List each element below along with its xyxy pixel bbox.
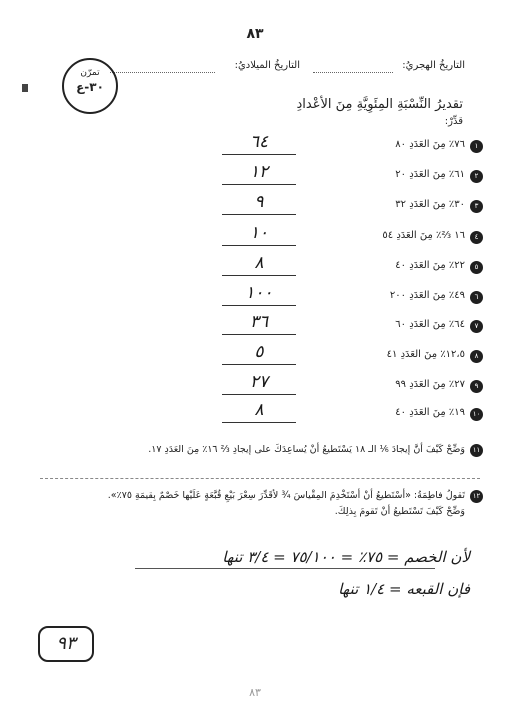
handwriting-underline [135, 568, 435, 569]
answer-line [222, 154, 296, 155]
exercise-row [0, 192, 510, 220]
page-number-top: ٨٣ [246, 26, 264, 42]
hijri-date-field [313, 72, 393, 73]
exercise-number: ٦ [470, 291, 483, 304]
exercise-number: ٤ [470, 231, 483, 244]
answer-line [222, 334, 296, 335]
exercise-text: ١٢،٥٪ مِنَ العَدَدِ ٤١ [386, 349, 465, 360]
section-divider [40, 478, 480, 479]
exercise-number: ٥ [470, 261, 483, 274]
exercise-text: ١٩٪ مِنَ العَدَدِ ٤٠ [395, 407, 465, 418]
badge-code: ٣٠-ع [76, 80, 104, 94]
exercise-number: ٣ [470, 200, 483, 213]
handwritten-answer: ٨ [254, 253, 264, 273]
exercise-row [0, 223, 510, 251]
page-stamp: ٩٣ [38, 626, 94, 662]
exercise-text: ٦١٪ مِنَ العَدَدِ ٢٠ [395, 169, 465, 180]
exercise-number: ٩ [470, 380, 483, 393]
handwritten-answer: ١٠ [249, 223, 269, 243]
question-text-line1: تَقولُ فاطِمَةُ: «أسْتَطيعُ أنْ أسْتَخْدِمَ المِقْياسَ ¾ لأقَدِّرَ سِعْرَ بَيْعِ قُبَّعَةٍ عَلَيْها خَصْمٌ بِقيمَةِ ٧٥٪». [107, 490, 465, 501]
gregorian-date-field [110, 72, 215, 73]
answer-line [222, 422, 296, 423]
question-number: ١١ [470, 444, 483, 457]
question-number: ١٢ [470, 490, 483, 503]
exercise-row [0, 312, 510, 340]
margin-mark [22, 84, 28, 92]
exercise-text: ٢٧٪ مِنَ العَدَدِ ٩٩ [395, 379, 465, 390]
handwritten-answer: ٣٦ [249, 312, 269, 332]
exercise-text: ٦٤٪ مِنَ العَدَدِ ٦٠ [395, 319, 465, 330]
answer-line [222, 275, 296, 276]
question-12 [43, 488, 483, 520]
exercise-row [0, 400, 510, 428]
date-row [110, 60, 465, 78]
hijri-date-label: التاريخُ الهجريُ: [402, 60, 465, 71]
handwritten-answer: ٢٧ [249, 372, 269, 392]
page-number-bottom: ٨٣ [249, 686, 261, 699]
exercise-row [0, 132, 510, 160]
exercise-text: ٧٦٪ مِنَ العَدَدِ ٨٠ [395, 139, 465, 150]
handwritten-answer: ٦٤ [249, 132, 269, 152]
answer-line [222, 214, 296, 215]
exercise-row [0, 372, 510, 400]
handwritten-answer: ٩ [254, 192, 264, 212]
handwritten-answer-line2: فإن القبعه = ١/٤ تنها [338, 580, 470, 598]
exercise-number: ١٠ [470, 408, 483, 421]
exercise-row [0, 253, 510, 281]
question-text: وَضِّحْ كَيْفَ أنَّ إيجادَ ⅙ الـ ١٨ يَسْتَطيعُ أنْ يُساعِدَكَ على إيجادِ ⅔ ١٦٪ مِنَ العَدَدِ ١٧. [148, 444, 465, 455]
exercise-text: ١٦ ⅔٪ مِنَ العَدَدِ ٥٤ [382, 230, 465, 241]
badge-label: تمرّن [80, 68, 100, 78]
exercise-number: ٢ [470, 170, 483, 183]
lesson-title: تقديرُ النِّسْبَةِ المِئَوِيَّةِ مِنَ الأعْدادِ [296, 97, 463, 112]
answer-line [222, 364, 296, 365]
instruction: قدِّرْ: [444, 116, 463, 127]
gregorian-date-label: التاريخُ الميلاديُ: [234, 60, 300, 71]
answer-line [222, 394, 296, 395]
exercise-row [0, 283, 510, 311]
question-text-line2: وَضِّحْ كَيْفَ تَسْتَطيعُ أنْ تَقومَ بِذلِكَ. [334, 506, 465, 517]
exercise-number: ٧ [470, 320, 483, 333]
handwritten-answer-line1: لأن الخصم = ٧٥٪ = ٧٥/١٠٠ = ٣/٤ تنها [222, 548, 470, 566]
exercise-number: ٨ [470, 350, 483, 363]
handwritten-answer: ١٠٠ [245, 283, 273, 303]
handwritten-answer: ٥ [254, 342, 264, 362]
answer-line [222, 245, 296, 246]
handwritten-answer: ١٢ [249, 162, 269, 182]
handwritten-answer: ٨ [254, 400, 264, 420]
answer-line [222, 305, 296, 306]
practice-badge [62, 58, 118, 114]
exercise-text: ٢٢٪ مِنَ العَدَدِ ٤٠ [395, 260, 465, 271]
exercise-row [0, 342, 510, 370]
exercise-text: ٣٠٪ مِنَ العَدَدِ ٣٢ [395, 199, 465, 210]
answer-line [222, 184, 296, 185]
question-11 [43, 442, 483, 458]
exercise-number: ١ [470, 140, 483, 153]
exercise-text: ٤٩٪ مِنَ العَدَدِ ٢٠٠ [389, 290, 465, 301]
exercise-row [0, 162, 510, 190]
